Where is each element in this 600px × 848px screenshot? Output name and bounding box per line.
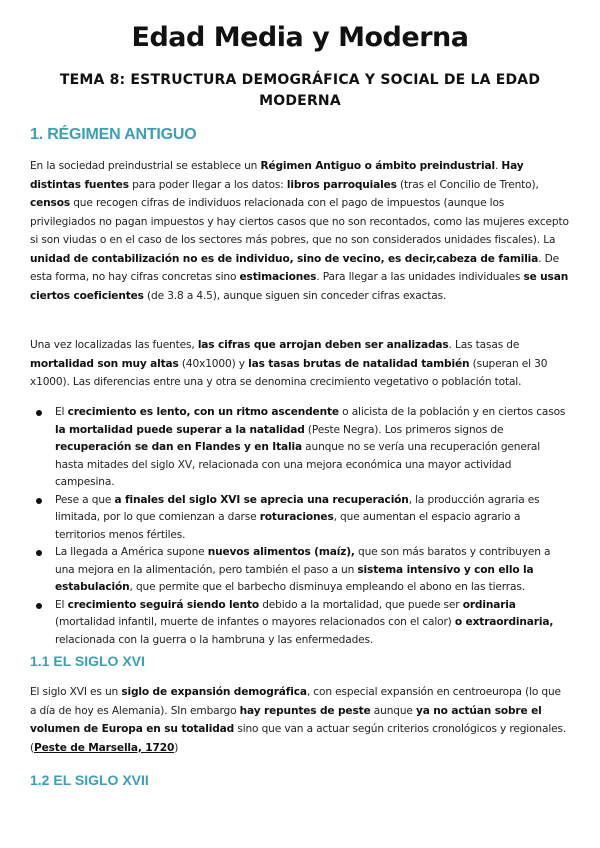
- text-run: (superan el 30 x1000). Las diferencias entre una y otra se denomina crecimiento vegetativo o población total.: [30, 357, 548, 388]
- text-run: (Peste Negra). Los primeros signos de: [304, 423, 504, 436]
- text-run: aunque: [370, 704, 416, 717]
- text-run: ): [174, 741, 179, 754]
- bold-run: la mortalidad puede superar a la natalidad: [55, 423, 305, 436]
- bold-run: ya no actúan sobre el volumen de Europa en su totalidad: [30, 704, 542, 735]
- paragraph-siglo-xvi: [30, 683, 570, 757]
- text-run: . De esta forma, no hay cifras concretas sino: [30, 252, 559, 283]
- section-heading-siglo-xvii: 1.2 EL SIGLO XVII: [30, 772, 149, 788]
- bold-run: unidad de contabilización no es de individuo, sino de vecino, es decir,cabeza de familia: [30, 252, 539, 265]
- bold-run: hay repuntes de peste: [239, 704, 371, 717]
- text-run: que recogen cifras de individuos relacionada con el pago de impuestos (aunque los privilegiados no pagan impuestos y hay ciertos casos que no son recontados, como las mujeres excepto si son viudas o en el caso de los sectores más pobres, que no son considerados unidades fiscales). La: [30, 197, 569, 246]
- bold-run: recuperación se dan en Flandes y en Italia: [55, 441, 302, 453]
- list-item: [30, 544, 570, 597]
- bold-run: mortalidad son muy altas: [30, 357, 179, 370]
- text-run: sino que van a actuar según criterios cronológicos y regionales. (: [30, 723, 567, 754]
- text-run: (mortalidad infantil, muerte de infantes o mayores relacionados con el calor): [55, 616, 455, 628]
- text-run: , que aumentan el espacio agrario a territorios menos fértiles.: [55, 511, 521, 541]
- document-subtitle: TEMA 8: ESTRUCTURA DEMOGRÁFICA Y SOCIAL DE LA EDAD MODERNA: [59, 72, 541, 109]
- section-heading-regimen-antiguo: 1. RÉGIMEN ANTIGUO: [30, 126, 197, 143]
- bold-run: censos: [30, 197, 70, 209]
- document-title: Edad Media y Moderna: [131, 22, 469, 53]
- list-item: [30, 404, 570, 492]
- bold-run: las tasas brutas de natalidad también: [248, 357, 470, 370]
- text-run: aunque no se vería una recuperación general hasta mitades del siglo XV, relacionada con una mejora económica una mayor actividad campesina.: [55, 441, 541, 488]
- bold-run: crecimiento es lento, con un ritmo ascendente: [67, 406, 339, 418]
- text-run: (40x1000) y: [178, 357, 249, 370]
- bold-run: estimaciones: [239, 271, 317, 283]
- bold-run: Régimen Antiguo o ámbito preindustrial: [260, 160, 495, 172]
- text-run: . Para llegar a las unidades individuales: [316, 271, 524, 283]
- bold-run: sistema intensivo y con ello la estabulación: [55, 563, 534, 593]
- text-run: , que permite que el barbecho disminuya empleando el abono en las tierras.: [129, 581, 525, 593]
- list-item: [30, 492, 570, 545]
- text-run: El siglo XVI es un: [30, 686, 122, 698]
- bold-underlined-run: Peste de Marsella, 1720: [33, 741, 175, 754]
- bold-run: ordinaria: [462, 598, 516, 611]
- bold-run: o extraordinaria,: [454, 616, 554, 628]
- text-run: debido a la mortalidad, que puede ser: [259, 598, 463, 611]
- text-run: , la producción agraria es limitada, por lo que comienzan a darse: [55, 493, 540, 523]
- bold-run: roturaciones: [259, 511, 334, 523]
- bold-run: se usan ciertos coeficientes: [30, 271, 569, 302]
- text-run: (de 3.8 a 4.5), aunque siguen sin conceder cifras exactas.: [143, 289, 447, 302]
- text-run: , con especial expansión en centroeuropa (lo que a día de hoy es Alemania). SIn embargo: [30, 686, 561, 717]
- list-item: [30, 597, 570, 650]
- text-run: .: [494, 160, 502, 172]
- text-run: para poder llegar a los datos:: [128, 178, 287, 191]
- paragraph-regimen-antiguo-2: [30, 336, 570, 392]
- text-run: En la sociedad preindustrial se establece un: [30, 160, 261, 172]
- bold-run: crecimiento seguirá siendo lento: [67, 598, 260, 611]
- text-run: (tras el Concilio de Trento),: [396, 178, 539, 191]
- text-run: Pese a que: [55, 493, 115, 506]
- bullet-dot-icon: [36, 498, 42, 504]
- paragraph-regimen-antiguo-1: [30, 157, 570, 305]
- bold-run: nuevos alimentos (maíz),: [207, 546, 355, 558]
- bullet-list: [30, 404, 570, 649]
- bullet-dot-icon: [36, 410, 42, 416]
- text-run: El: [55, 598, 68, 611]
- bullet-dot-icon: [36, 550, 42, 556]
- text-run: La llegada a América supone: [55, 546, 208, 558]
- text-run: o alicista de la población y en ciertos casos: [338, 406, 566, 418]
- bold-run: Hay distintas fuentes: [30, 160, 524, 191]
- bold-run: a finales del siglo XVI se aprecia una recuperación: [114, 493, 409, 506]
- bold-run: siglo de expansión demográfica: [121, 686, 307, 698]
- text-run: que son más baratos y contribuyen a una mejora en la alimentación, pero también el paso a un: [55, 546, 551, 576]
- text-run: Una vez localizadas las fuentes,: [30, 339, 198, 351]
- text-run: relacionada con la guerra o la hambruna y las enfermedades.: [55, 633, 374, 646]
- bold-run: libros parroquiales: [286, 178, 397, 191]
- section-heading-siglo-xvi: 1.1 EL SIGLO XVI: [30, 653, 145, 669]
- text-run: . Las tasas de: [448, 339, 520, 351]
- bold-run: las cifras que arrojan deben ser analizadas: [197, 339, 449, 351]
- bullet-dot-icon: [36, 603, 42, 609]
- text-run: El: [55, 406, 68, 418]
